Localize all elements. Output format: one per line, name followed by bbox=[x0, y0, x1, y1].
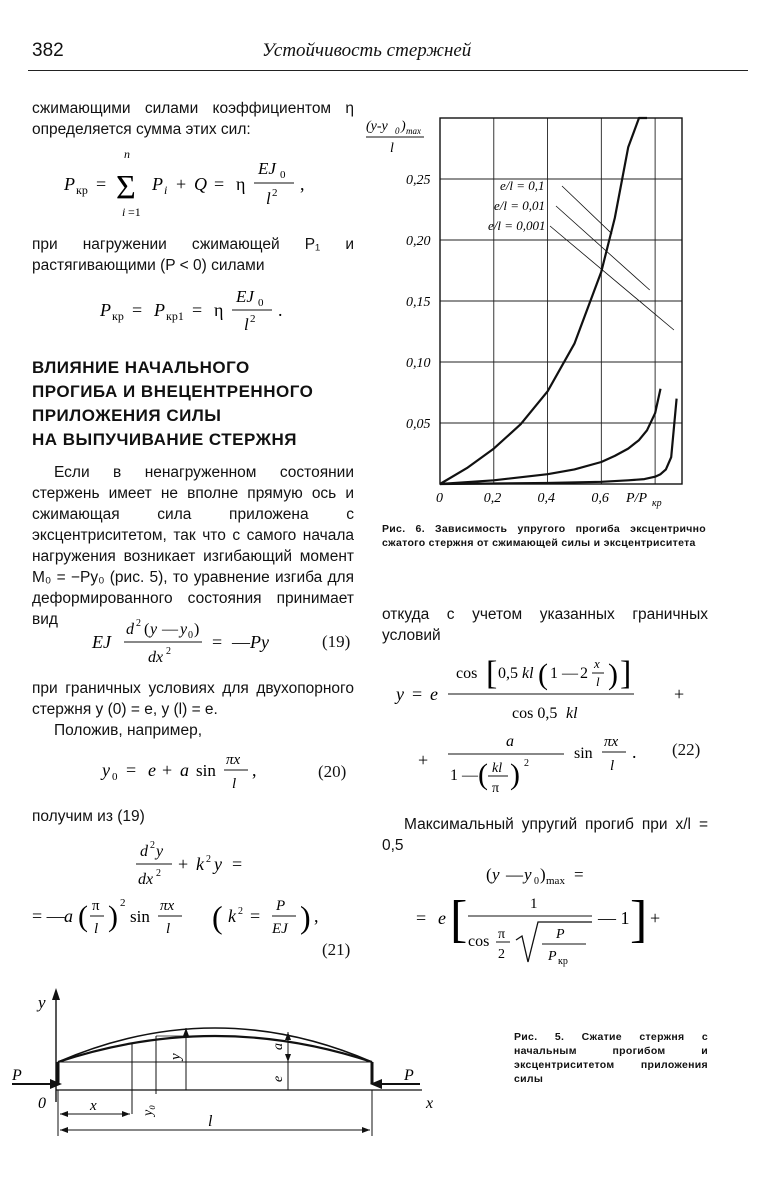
svg-text:i: i bbox=[122, 205, 126, 219]
svg-text:kl: kl bbox=[522, 665, 534, 682]
header-rule bbox=[28, 70, 748, 71]
paragraph-from19: получим из (19) bbox=[32, 808, 145, 825]
y-tick-label: 0,10 bbox=[406, 356, 431, 371]
equation-19 bbox=[90, 614, 360, 670]
equation-pkr-sum bbox=[60, 142, 350, 220]
y-tick-label: 0,25 bbox=[406, 173, 431, 188]
svg-text:η: η bbox=[214, 300, 224, 320]
svg-text:=: = bbox=[574, 865, 584, 884]
svg-text:Q: Q bbox=[194, 174, 207, 194]
svg-text:max: max bbox=[406, 126, 421, 136]
paragraph-boundary-conditions: откуда с учетом указанных граничных условий bbox=[382, 606, 708, 644]
svg-text:EJ: EJ bbox=[236, 287, 254, 306]
svg-text:]: ] bbox=[620, 655, 632, 692]
svg-text:=: = bbox=[412, 684, 423, 704]
series-annotation: e/l = 0,01 bbox=[494, 198, 546, 213]
svg-text:π: π bbox=[92, 898, 100, 914]
heading-line-2: ПРОГИБА И ВНЕЦЕНТРЕННОГО bbox=[32, 382, 314, 401]
section-heading bbox=[32, 356, 362, 452]
svg-text:Σ: Σ bbox=[116, 169, 136, 206]
label-x-axis: x bbox=[426, 1095, 434, 1112]
svg-text:i: i bbox=[164, 183, 168, 197]
series-annotation: e/l = 0,001 bbox=[488, 218, 546, 233]
svg-text:a: a bbox=[64, 906, 73, 926]
svg-text:[: [ bbox=[486, 655, 498, 692]
label-e: e bbox=[271, 1075, 286, 1082]
svg-text:n: n bbox=[124, 147, 130, 161]
svg-text:x: x bbox=[594, 656, 600, 671]
label-force-left: P bbox=[12, 1067, 22, 1084]
y-tick-label: 0,05 bbox=[406, 417, 431, 432]
svg-text:cos: cos bbox=[456, 665, 478, 682]
svg-text:a: a bbox=[506, 733, 514, 750]
svg-text:—: — bbox=[562, 665, 578, 682]
svg-text:kl: kl bbox=[566, 705, 578, 722]
paragraph-loading: при нагружении сжимающей P₁ и растягивающими (P < 0) силами bbox=[32, 236, 354, 274]
svg-text:+: + bbox=[176, 174, 187, 194]
svg-text:max: max bbox=[546, 875, 565, 887]
svg-text:): ) bbox=[510, 758, 520, 791]
svg-text:0: 0 bbox=[395, 126, 400, 136]
x-tick-label: 0,6 bbox=[591, 491, 609, 506]
svg-text:2: 2 bbox=[206, 854, 211, 865]
label-l-dim: l bbox=[208, 1113, 213, 1130]
svg-text:P: P bbox=[556, 927, 565, 942]
svg-text:кр: кр bbox=[652, 498, 662, 509]
label-y0: y₀ bbox=[141, 1104, 156, 1116]
svg-text:=: = bbox=[250, 906, 261, 926]
svg-text:1 —: 1 — bbox=[450, 767, 478, 784]
svg-text:l: l bbox=[94, 921, 99, 937]
svg-text:y: y bbox=[524, 865, 532, 884]
svg-text:π: π bbox=[498, 927, 506, 942]
svg-text:EJ: EJ bbox=[272, 921, 288, 937]
svg-text:): ) bbox=[108, 900, 118, 933]
svg-text:=: = bbox=[232, 854, 243, 874]
svg-text:(: ( bbox=[478, 758, 488, 791]
annotation-leader bbox=[562, 186, 612, 234]
svg-text:кр: кр bbox=[76, 183, 88, 197]
svg-text:η: η bbox=[236, 174, 246, 194]
svg-text:2: 2 bbox=[580, 665, 588, 682]
svg-text:2: 2 bbox=[250, 313, 256, 325]
svg-text:Py: Py bbox=[250, 632, 269, 652]
svg-text:l: l bbox=[610, 758, 615, 774]
svg-text:kl: kl bbox=[492, 761, 503, 776]
svg-text:P: P bbox=[152, 174, 163, 194]
annotation-leader bbox=[556, 206, 650, 290]
svg-text:(: ( bbox=[78, 900, 88, 933]
svg-text:sin: sin bbox=[130, 907, 150, 926]
svg-text:.: . bbox=[632, 742, 637, 762]
svg-text:d: d bbox=[126, 621, 134, 638]
equation-pkr1 bbox=[96, 286, 316, 336]
svg-text:l: l bbox=[596, 674, 600, 689]
svg-text:0: 0 bbox=[258, 297, 264, 309]
svg-text:(: ( bbox=[486, 865, 492, 884]
deflected-curve bbox=[58, 1028, 372, 1062]
svg-text:P: P bbox=[100, 300, 111, 320]
equation-20-number: (20) bbox=[318, 762, 347, 781]
svg-text:=: = bbox=[126, 760, 137, 780]
svg-text:1: 1 bbox=[550, 665, 558, 682]
svg-text:=: = bbox=[212, 632, 223, 652]
svg-text:cos 0,5: cos 0,5 bbox=[512, 705, 558, 722]
svg-text:0: 0 bbox=[534, 876, 539, 887]
svg-text:(: ( bbox=[538, 658, 548, 691]
equation-22 bbox=[382, 648, 712, 798]
svg-text:): ) bbox=[300, 899, 311, 935]
svg-text:P: P bbox=[154, 300, 165, 320]
svg-text:]: ] bbox=[630, 891, 648, 948]
svg-text:): ) bbox=[540, 865, 546, 884]
heading-line-4: НА ВЫПУЧИВАНИЕ СТЕРЖНЯ bbox=[32, 430, 297, 449]
svg-text:e: e bbox=[438, 908, 446, 928]
svg-text:π: π bbox=[492, 781, 500, 796]
svg-text:2: 2 bbox=[156, 868, 161, 879]
svg-text:2: 2 bbox=[498, 947, 505, 962]
svg-text:P/P: P/P bbox=[626, 491, 647, 506]
equation-20 bbox=[100, 746, 300, 802]
svg-text:(y-y: (y-y bbox=[366, 119, 388, 134]
svg-text:1: 1 bbox=[530, 896, 538, 912]
svg-text:cos: cos bbox=[468, 933, 490, 950]
svg-text:dx: dx bbox=[148, 649, 164, 666]
equation-21 bbox=[28, 834, 363, 966]
equation-21-number: (21) bbox=[322, 940, 351, 959]
running-title: Устойчивость стержней bbox=[262, 40, 472, 61]
svg-text:+: + bbox=[674, 684, 685, 704]
chart-ylabel bbox=[366, 119, 424, 156]
svg-text:πx: πx bbox=[160, 898, 175, 914]
chart-grid bbox=[440, 118, 682, 484]
svg-text:+: + bbox=[650, 908, 661, 928]
svg-text:2: 2 bbox=[272, 187, 278, 199]
svg-text:): ) bbox=[608, 658, 618, 691]
svg-text:l: l bbox=[266, 189, 271, 208]
paragraph-initial-deflection: Если в ненагруженном состоянии стержень имеет не вполне прямую ось и сжимающая сила приложена с эксцентриситетом, так что с самого начала нагружения возникает изгибающий момент M₀ = −Py₀ (рис. 5), то уравнение изгиба для деформированного состояния принимает вид bbox=[32, 464, 354, 628]
svg-text:0: 0 bbox=[112, 771, 118, 783]
svg-text:,: , bbox=[314, 906, 319, 926]
paragraph-intro: сжимающими силами коэффициентом η определяется сумма этих сил: bbox=[32, 100, 354, 138]
svg-text:кр: кр bbox=[112, 309, 124, 323]
svg-text:y: y bbox=[396, 684, 404, 704]
svg-text:l: l bbox=[244, 315, 249, 334]
svg-text:y: y bbox=[492, 865, 500, 884]
label-y-axis: y bbox=[38, 993, 46, 1012]
svg-text:2: 2 bbox=[136, 618, 141, 629]
svg-text:EJ: EJ bbox=[92, 632, 111, 652]
svg-text:sin: sin bbox=[196, 761, 216, 780]
paragraph-assume: Положив, например, bbox=[54, 722, 203, 739]
svg-text:(: ( bbox=[212, 899, 223, 935]
figure-5-diagram bbox=[10, 984, 450, 1144]
svg-text:P: P bbox=[64, 174, 75, 194]
svg-text:EJ: EJ bbox=[258, 159, 276, 178]
series-line bbox=[440, 389, 661, 484]
page-number: 382 bbox=[32, 40, 64, 61]
label-a: a bbox=[271, 1043, 286, 1050]
paragraph-max-deflection: Максимальный упругий прогиб при x/l = 0,5 bbox=[382, 816, 708, 854]
svg-text:2: 2 bbox=[120, 897, 126, 909]
svg-text:2: 2 bbox=[166, 646, 171, 657]
svg-text:=: = bbox=[132, 300, 143, 320]
svg-text:dx: dx bbox=[138, 871, 154, 888]
svg-text:=1: =1 bbox=[128, 205, 141, 219]
svg-text:y: y bbox=[214, 854, 222, 874]
svg-text:): ) bbox=[194, 621, 200, 638]
svg-text:2: 2 bbox=[150, 840, 155, 851]
svg-text:P: P bbox=[276, 898, 286, 914]
svg-text:,: , bbox=[252, 760, 257, 780]
svg-text:(: ( bbox=[144, 621, 150, 638]
heading-line-3: ПРИЛОЖЕНИЯ СИЛЫ bbox=[32, 406, 222, 425]
svg-text:кр1: кр1 bbox=[166, 309, 184, 323]
svg-text:—: — bbox=[232, 632, 250, 652]
svg-text:e: e bbox=[430, 684, 438, 704]
svg-text:0,5: 0,5 bbox=[498, 665, 518, 682]
chart-xlabel bbox=[625, 491, 662, 509]
svg-text:y: y bbox=[150, 621, 158, 638]
figure-5-caption: Рис. 5. Сжатие стержня с начальным прогибом и эксцентриситетом приложения силы bbox=[514, 1031, 708, 1085]
chart-annotations bbox=[488, 178, 674, 330]
svg-text:d: d bbox=[140, 843, 148, 860]
x-tick-label: 0,4 bbox=[537, 491, 556, 506]
label-origin: 0 bbox=[38, 1095, 46, 1112]
y-tick-label: 0,20 bbox=[406, 234, 431, 249]
svg-text:[: [ bbox=[450, 891, 468, 948]
svg-text:,: , bbox=[300, 174, 305, 194]
series-annotation: e/l = 0,1 bbox=[500, 178, 545, 193]
equation-19-number: (19) bbox=[322, 632, 351, 651]
svg-text:=: = bbox=[96, 174, 107, 194]
svg-text:—: — bbox=[162, 621, 178, 638]
label-x-dim: x bbox=[90, 1098, 97, 1114]
svg-text:кр: кр bbox=[558, 956, 568, 967]
svg-text:sin: sin bbox=[574, 745, 593, 762]
equation-22-number: (22) bbox=[672, 740, 701, 759]
svg-text:l: l bbox=[390, 141, 394, 156]
svg-text:— 1: — 1 bbox=[598, 908, 630, 928]
svg-text:y: y bbox=[180, 621, 188, 638]
label-y: y bbox=[168, 1053, 184, 1060]
y-tick-label: 0,15 bbox=[406, 295, 431, 310]
svg-text:πx: πx bbox=[226, 752, 241, 768]
svg-text:y: y bbox=[156, 843, 164, 860]
svg-text:—: — bbox=[506, 865, 523, 884]
svg-text:=: = bbox=[192, 300, 203, 320]
x-tick-label: 0 bbox=[436, 491, 443, 506]
svg-text:k: k bbox=[228, 906, 236, 926]
svg-text:y: y bbox=[102, 760, 110, 780]
svg-text:.: . bbox=[278, 300, 283, 320]
svg-text:): ) bbox=[401, 119, 406, 134]
paragraph-boundary: при граничных условиях для двухопорного стержня y (0) = e, y (l) = e. bbox=[32, 680, 354, 718]
svg-text:a: a bbox=[180, 760, 189, 780]
figure-6-caption: Рис. 6. Зависимость упругого прогиба эксцентрично сжатого стержня от сжимающей силы и эксцентриситета bbox=[382, 523, 706, 549]
svg-text:l: l bbox=[232, 776, 237, 792]
svg-text:0: 0 bbox=[188, 630, 193, 641]
svg-text:k: k bbox=[196, 854, 204, 874]
initial-curve bbox=[58, 1036, 372, 1062]
svg-text:= —: = — bbox=[32, 906, 65, 926]
svg-text:+: + bbox=[162, 760, 173, 780]
svg-text:0: 0 bbox=[280, 169, 286, 181]
svg-text:l: l bbox=[166, 921, 171, 937]
svg-text:2: 2 bbox=[524, 758, 529, 769]
label-force-right: P bbox=[404, 1067, 414, 1084]
x-tick-label: 0,2 bbox=[483, 491, 502, 506]
equation-ymax bbox=[406, 858, 706, 968]
svg-text:+: + bbox=[178, 854, 189, 874]
svg-text:πx: πx bbox=[604, 734, 619, 750]
svg-text:P: P bbox=[548, 949, 557, 964]
svg-text:2: 2 bbox=[238, 906, 243, 917]
svg-text:e: e bbox=[148, 760, 156, 780]
heading-line-1: ВЛИЯНИЕ НАЧАЛЬНОГО bbox=[32, 358, 250, 377]
svg-text:=: = bbox=[416, 908, 427, 928]
figure-6-chart bbox=[362, 106, 714, 514]
y-axis-arrow bbox=[52, 988, 60, 1000]
svg-text:+: + bbox=[418, 750, 429, 770]
svg-text:=: = bbox=[214, 174, 225, 194]
